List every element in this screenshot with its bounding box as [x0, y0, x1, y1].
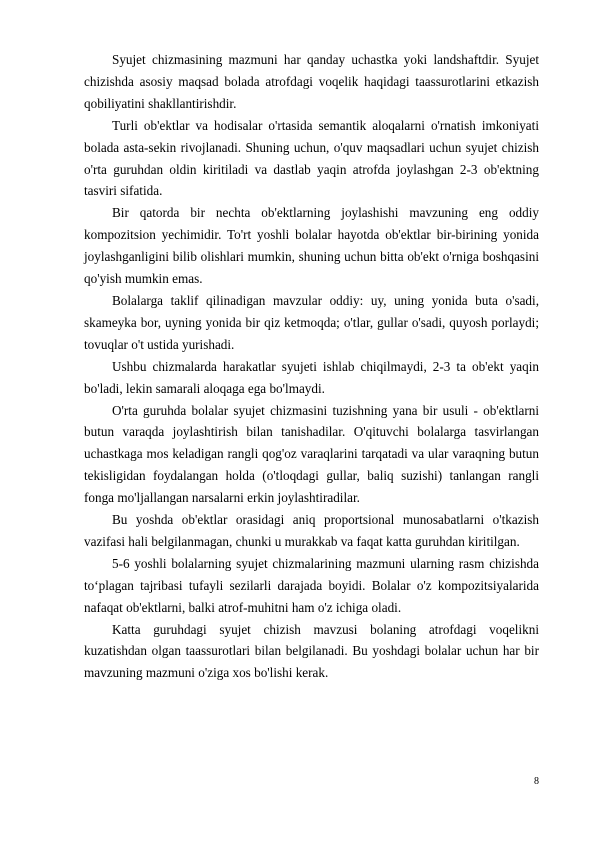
paragraph-6: O'rta guruhda bolalar syujet chizmasini tuzishning yana bir usuli - ob'ektlarni butun varaqda joylashtirish bilan tanishadilar. O'qituvchi bolalarga tasvirlangan uchastkaga mos keladigan rangli qog'oz varaqlarini tarqatadi va ular varaqning butun tekisligidan foydalangan holda (o'tloqdagi gullar, baliq suzishi) tanlangan rangli fonga mo'ljallangan narsalarni erkin joylashtiradilar. [84, 402, 539, 506]
paragraph-1: Syujet chizmasining mazmuni har qanday uchastka yoki landshaftdir. Syujet chizishda asosiy maqsad bolada atrofdagi voqelik haqidagi taassurotlarini etkazish qobiliyatini shakllantirishdir. [84, 52, 539, 111]
paragraph-4: Bolalarga taklif qilinadigan mavzular oddiy: uy, uning yonida buta o'sadi, skameyka bor, uyning yonida bir qiz ketmoqda; o'tlar, gullar o'sadi, quyosh porlaydi; tovuqlar o't ustida yurishadi. [84, 292, 539, 352]
paragraph-2: Turli ob'ektlar va hodisalar o'rtasida semantik aloqalarni o'rnatish imkoniyati bolada asta-sekin rivojlanadi. Shuning uchun, o'quv maqsadlari uchun syujet chizish o'rta guruhdan oldin kiritiladi va dastlab yaqin atrofda joylashgan 2-3 ob'ektning tasviri sifatida. [84, 117, 539, 199]
paragraph-3: Bir qatorda bir nechta ob'ektlarning joylashishi mavzuning eng oddiy kompozitsion yechimidir. To'rt yoshli bolalar hayotda ob'ektlar bir-birining yonida joylashganligini bilib olishlari mumkin, shuning uchun bitta ob'ekt o'rniga boshqasini qo'yish mumkin emas. [84, 205, 539, 287]
paragraph-7: Bu yoshda ob'ektlar orasidagi aniq proportsional munosabatlarni o'tkazish vazifasi hali belgilanmagan, chunki u murakkab va faqat katta guruhdan kiritilgan. [84, 512, 539, 549]
body-text [84, 49, 539, 684]
page-number: 8 [534, 776, 539, 787]
paragraph-9: Katta guruhdagi syujet chizish mavzusi bolaning atrofdagi voqelikni kuzatishdan olgan taassurotlari bilan belgilanadi. Bu yoshdagi bolalar uchun har bir mavzuning mazmuni o'ziga xos bo'lishi kerak. [84, 621, 539, 681]
paragraph-5: Ushbu chizmalarda harakatlar syujeti ishlab chiqilmaydi, 2-3 ta ob'ekt yaqin bo'ladi, lekin samarali aloqaga ega bo'lmaydi. [84, 358, 539, 396]
paragraph-8: 5-6 yoshli bolalarning syujet chizmalarining mazmuni ularning rasm chizishda to‘plagan tajribasi tufayli sezilarli darajada boyidi. Bolalar o'z kompozitsiyalarida nafaqat ob'ektlarni, balki atrof-muhitni ham o'z ichiga oladi. [84, 555, 539, 615]
